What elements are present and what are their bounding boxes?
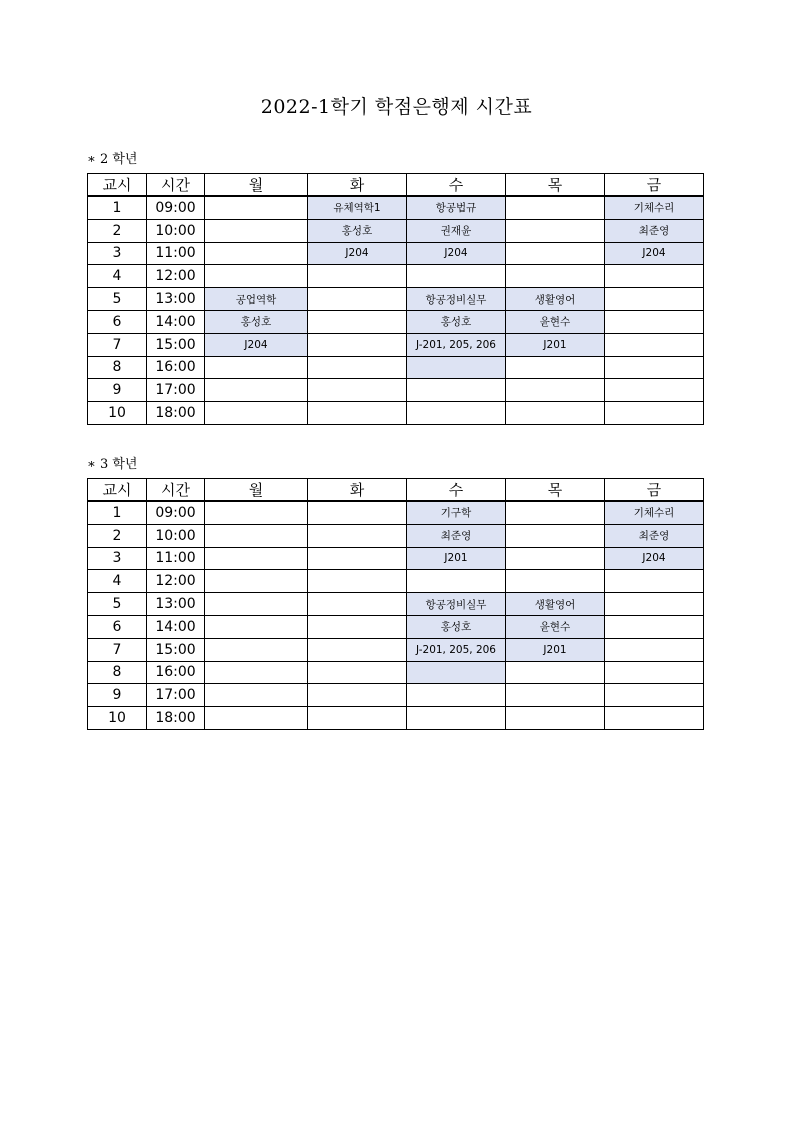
table-row bbox=[88, 356, 704, 379]
period-cell: 4 bbox=[88, 265, 147, 288]
time-cell: 10:00 bbox=[147, 524, 205, 547]
course-cell-thu bbox=[506, 265, 605, 288]
course-cell-thu bbox=[506, 570, 605, 593]
course-cell-fri bbox=[605, 593, 704, 616]
course-cell-mon bbox=[205, 219, 308, 242]
course-cell-tue bbox=[308, 593, 407, 616]
time-cell: 13:00 bbox=[147, 593, 205, 616]
period-cell: 8 bbox=[88, 356, 147, 379]
course-cell-thu bbox=[506, 547, 605, 570]
course-cell-tue bbox=[308, 615, 407, 638]
column-header: 교시 bbox=[88, 479, 147, 502]
period-cell: 1 bbox=[88, 196, 147, 219]
course-cell-mon bbox=[205, 707, 308, 730]
course-cell-mon bbox=[205, 356, 308, 379]
table-row bbox=[88, 593, 704, 616]
course-cell-fri bbox=[605, 379, 704, 402]
course-cell-wed: 기구학 bbox=[407, 501, 506, 524]
course-cell-mon bbox=[205, 242, 308, 265]
course-cell-wed bbox=[407, 684, 506, 707]
course-cell-tue bbox=[308, 265, 407, 288]
course-cell-fri: 기체수리 bbox=[605, 501, 704, 524]
table-row bbox=[88, 402, 704, 425]
course-cell-wed: 홍성호 bbox=[407, 615, 506, 638]
time-cell: 13:00 bbox=[147, 288, 205, 311]
table-row bbox=[88, 310, 704, 333]
course-cell-mon bbox=[205, 547, 308, 570]
course-cell-wed: 항공법규 bbox=[407, 196, 506, 219]
course-cell-thu bbox=[506, 661, 605, 684]
time-cell: 12:00 bbox=[147, 265, 205, 288]
page-title: 2022-1학기 학점은행제 시간표 bbox=[260, 96, 533, 118]
time-cell: 17:00 bbox=[147, 684, 205, 707]
course-cell-fri: 기체수리 bbox=[605, 196, 704, 219]
table-row bbox=[88, 615, 704, 638]
time-cell: 18:00 bbox=[147, 402, 205, 425]
period-cell: 3 bbox=[88, 547, 147, 570]
time-cell: 11:00 bbox=[147, 547, 205, 570]
course-cell-wed bbox=[407, 379, 506, 402]
course-cell-fri: 최준영 bbox=[605, 219, 704, 242]
course-cell-wed: 홍성호 bbox=[407, 310, 506, 333]
course-cell-wed: J201 bbox=[407, 547, 506, 570]
course-cell-fri bbox=[605, 707, 704, 730]
course-cell-tue bbox=[308, 333, 407, 356]
course-cell-fri: J204 bbox=[605, 242, 704, 265]
table-row bbox=[88, 661, 704, 684]
course-cell-thu bbox=[506, 402, 605, 425]
period-cell: 1 bbox=[88, 501, 147, 524]
course-cell-mon bbox=[205, 501, 308, 524]
course-cell-fri bbox=[605, 402, 704, 425]
period-cell: 7 bbox=[88, 333, 147, 356]
course-cell-wed bbox=[407, 356, 506, 379]
course-cell-mon bbox=[205, 638, 308, 661]
time-cell: 09:00 bbox=[147, 501, 205, 524]
course-cell-tue bbox=[308, 524, 407, 547]
course-cell-tue bbox=[308, 402, 407, 425]
time-cell: 14:00 bbox=[147, 310, 205, 333]
course-cell-tue bbox=[308, 661, 407, 684]
course-cell-wed bbox=[407, 265, 506, 288]
table-row bbox=[88, 501, 704, 524]
course-cell-thu: 생활영어 bbox=[506, 288, 605, 311]
table-row bbox=[88, 196, 704, 219]
course-cell-thu: J201 bbox=[506, 638, 605, 661]
table-row bbox=[88, 379, 704, 402]
course-cell-wed bbox=[407, 570, 506, 593]
course-cell-mon bbox=[205, 593, 308, 616]
time-cell: 11:00 bbox=[147, 242, 205, 265]
course-cell-wed bbox=[407, 402, 506, 425]
period-cell: 10 bbox=[88, 707, 147, 730]
period-cell: 5 bbox=[88, 288, 147, 311]
course-cell-tue bbox=[308, 288, 407, 311]
course-cell-tue bbox=[308, 684, 407, 707]
course-cell-tue bbox=[308, 356, 407, 379]
column-header: 수 bbox=[407, 479, 506, 502]
period-cell: 10 bbox=[88, 402, 147, 425]
course-cell-fri: 최준영 bbox=[605, 524, 704, 547]
column-header: 목 bbox=[506, 479, 605, 502]
course-cell-fri bbox=[605, 661, 704, 684]
column-header: 화 bbox=[308, 479, 407, 502]
course-cell-tue bbox=[308, 501, 407, 524]
table-row bbox=[88, 570, 704, 593]
course-cell-thu: 생활영어 bbox=[506, 593, 605, 616]
period-cell: 6 bbox=[88, 615, 147, 638]
course-cell-thu bbox=[506, 196, 605, 219]
course-cell-tue bbox=[308, 570, 407, 593]
course-cell-thu bbox=[506, 501, 605, 524]
course-cell-wed: 항공정비실무 bbox=[407, 593, 506, 616]
table-row bbox=[88, 242, 704, 265]
course-cell-mon bbox=[205, 684, 308, 707]
table-row bbox=[88, 265, 704, 288]
course-cell-wed: 항공정비실무 bbox=[407, 288, 506, 311]
table-row bbox=[88, 288, 704, 311]
period-cell: 9 bbox=[88, 379, 147, 402]
column-header: 월 bbox=[205, 479, 308, 502]
time-cell: 15:00 bbox=[147, 333, 205, 356]
period-cell: 6 bbox=[88, 310, 147, 333]
period-cell: 2 bbox=[88, 524, 147, 547]
table-row bbox=[88, 684, 704, 707]
table-row bbox=[88, 547, 704, 570]
course-cell-fri bbox=[605, 288, 704, 311]
course-cell-wed: 권재윤 bbox=[407, 219, 506, 242]
course-cell-tue: 홍성호 bbox=[308, 219, 407, 242]
course-cell-mon bbox=[205, 379, 308, 402]
course-cell-wed bbox=[407, 707, 506, 730]
course-cell-thu bbox=[506, 707, 605, 730]
course-cell-mon bbox=[205, 524, 308, 547]
header-row bbox=[88, 479, 704, 502]
column-header: 금 bbox=[605, 479, 704, 502]
course-cell-tue bbox=[308, 379, 407, 402]
course-cell-thu bbox=[506, 684, 605, 707]
course-cell-tue bbox=[308, 707, 407, 730]
course-cell-mon bbox=[205, 196, 308, 219]
section-label-grade2: ∗ 2 학년 bbox=[87, 152, 138, 167]
course-cell-fri bbox=[605, 265, 704, 288]
course-cell-wed: J-201, 205, 206 bbox=[407, 333, 506, 356]
column-header: 월 bbox=[205, 174, 308, 197]
course-cell-tue bbox=[308, 310, 407, 333]
course-cell-fri bbox=[605, 615, 704, 638]
course-cell-mon bbox=[205, 615, 308, 638]
period-cell: 8 bbox=[88, 661, 147, 684]
time-cell: 16:00 bbox=[147, 356, 205, 379]
column-header: 금 bbox=[605, 174, 704, 197]
period-cell: 4 bbox=[88, 570, 147, 593]
course-cell-thu: 윤현수 bbox=[506, 615, 605, 638]
course-cell-fri bbox=[605, 356, 704, 379]
course-cell-fri bbox=[605, 684, 704, 707]
table-row bbox=[88, 707, 704, 730]
course-cell-fri bbox=[605, 310, 704, 333]
course-cell-fri bbox=[605, 570, 704, 593]
course-cell-thu bbox=[506, 242, 605, 265]
course-cell-tue: J204 bbox=[308, 242, 407, 265]
course-cell-wed bbox=[407, 661, 506, 684]
period-cell: 2 bbox=[88, 219, 147, 242]
time-cell: 14:00 bbox=[147, 615, 205, 638]
period-cell: 5 bbox=[88, 593, 147, 616]
time-cell: 17:00 bbox=[147, 379, 205, 402]
course-cell-wed: J-201, 205, 206 bbox=[407, 638, 506, 661]
course-cell-mon: J204 bbox=[205, 333, 308, 356]
column-header: 시간 bbox=[147, 479, 205, 502]
course-cell-tue bbox=[308, 638, 407, 661]
course-cell-thu bbox=[506, 219, 605, 242]
course-cell-wed: 최준영 bbox=[407, 524, 506, 547]
time-cell: 18:00 bbox=[147, 707, 205, 730]
course-cell-tue: 유체역학1 bbox=[308, 196, 407, 219]
table-row bbox=[88, 524, 704, 547]
course-cell-mon: 홍성호 bbox=[205, 310, 308, 333]
course-cell-fri bbox=[605, 638, 704, 661]
course-cell-fri bbox=[605, 333, 704, 356]
header-row bbox=[88, 174, 704, 197]
time-cell: 10:00 bbox=[147, 219, 205, 242]
course-cell-thu bbox=[506, 524, 605, 547]
course-cell-thu: J201 bbox=[506, 333, 605, 356]
column-header: 수 bbox=[407, 174, 506, 197]
timetable-grade2 bbox=[87, 173, 704, 425]
time-cell: 16:00 bbox=[147, 661, 205, 684]
table-row bbox=[88, 638, 704, 661]
course-cell-mon bbox=[205, 402, 308, 425]
time-cell: 12:00 bbox=[147, 570, 205, 593]
course-cell-mon bbox=[205, 570, 308, 593]
period-cell: 3 bbox=[88, 242, 147, 265]
table-row bbox=[88, 333, 704, 356]
section-label-grade3: ∗ 3 학년 bbox=[87, 457, 138, 472]
column-header: 목 bbox=[506, 174, 605, 197]
course-cell-mon bbox=[205, 661, 308, 684]
course-cell-thu bbox=[506, 356, 605, 379]
table-row bbox=[88, 219, 704, 242]
course-cell-thu: 윤현수 bbox=[506, 310, 605, 333]
time-cell: 15:00 bbox=[147, 638, 205, 661]
period-cell: 7 bbox=[88, 638, 147, 661]
course-cell-mon: 공업역학 bbox=[205, 288, 308, 311]
course-cell-fri: J204 bbox=[605, 547, 704, 570]
course-cell-mon bbox=[205, 265, 308, 288]
column-header: 화 bbox=[308, 174, 407, 197]
column-header: 교시 bbox=[88, 174, 147, 197]
period-cell: 9 bbox=[88, 684, 147, 707]
column-header: 시간 bbox=[147, 174, 205, 197]
course-cell-thu bbox=[506, 379, 605, 402]
course-cell-tue bbox=[308, 547, 407, 570]
timetable-grade3 bbox=[87, 478, 704, 730]
time-cell: 09:00 bbox=[147, 196, 205, 219]
course-cell-wed: J204 bbox=[407, 242, 506, 265]
